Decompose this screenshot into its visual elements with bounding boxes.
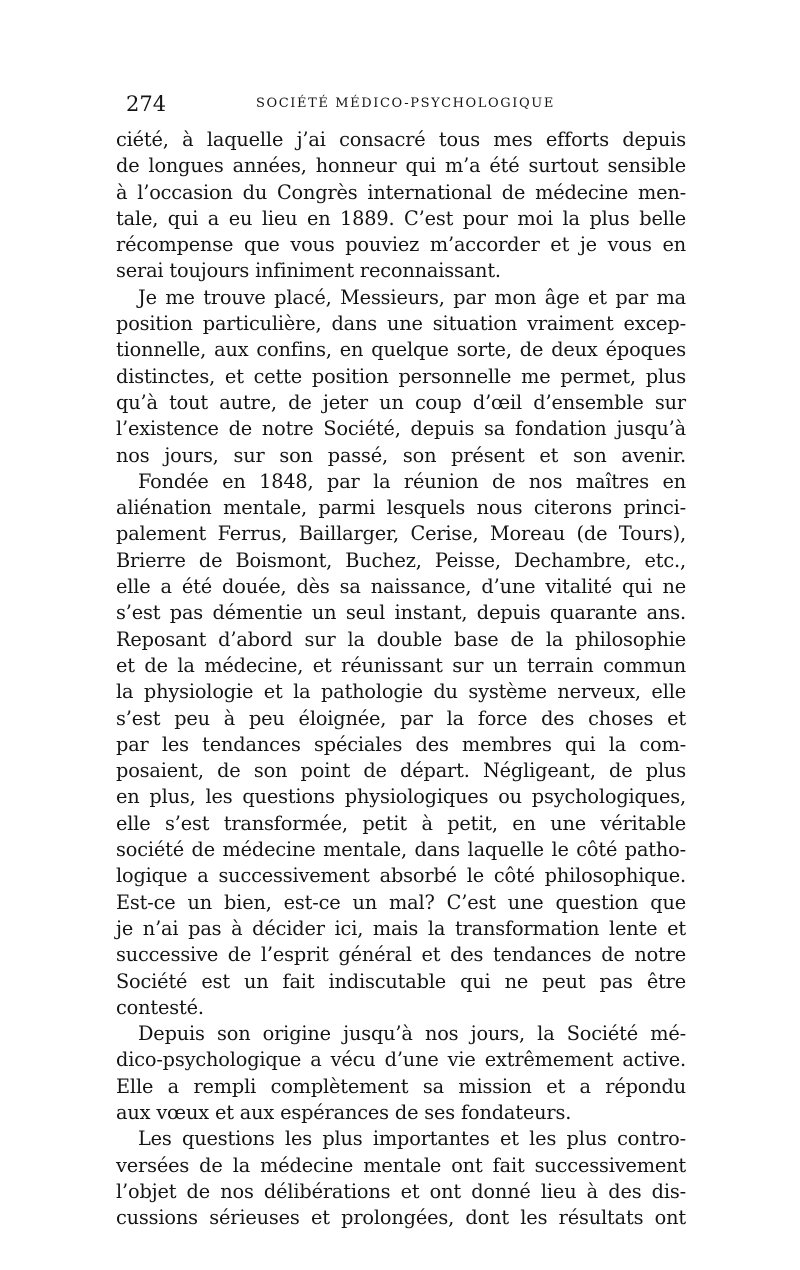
text-line: par les tendances spéciales des membres qui la com- — [116, 732, 686, 756]
text-line: société de médecine mentale, dans laquelle le côté patho- — [116, 838, 686, 862]
body-text — [116, 127, 686, 1231]
text-line: la physiologie et la pathologie du système nerveux, elle — [116, 680, 686, 704]
text-line: tionnelle, aux confins, en quelque sorte, de deux époques — [116, 338, 686, 362]
text-line: s’est pas démentie un seul instant, depuis quarante ans. — [116, 601, 686, 625]
text-line: posaient, de son point de départ. Négligeant, de plus — [116, 759, 686, 783]
text-line: nos jours, sur son passé, son présent et son avenir. — [116, 443, 686, 467]
text-line: s’est peu à peu éloignée, par la force des choses et — [116, 706, 686, 730]
text-line: qu’à tout autre, de jeter un coup d’œil d’ensemble sur — [116, 390, 686, 414]
text-line: à l’occasion du Congrès international de médecine men- — [116, 180, 686, 204]
paragraph-start-line: Fondée en 1848, par la réunion de nos maîtres en — [138, 469, 686, 493]
text-line: et de la médecine, et réunissant sur un terrain commun — [116, 653, 686, 677]
paragraph-start-line: Depuis son origine jusqu’à nos jours, la Société mé- — [138, 1022, 686, 1046]
page-number: 274 — [126, 92, 167, 116]
text-line: je n’ai pas à décider ici, mais la transformation lente et — [116, 916, 686, 940]
text-line: en plus, les questions physiologiques ou psychologiques, — [116, 785, 686, 809]
text-line: contesté. — [116, 995, 204, 1019]
text-line: palement Ferrus, Baillarger, Cerise, Moreau (de Tours), — [116, 522, 686, 546]
text-line: position particulière, dans une situation vraiment excep- — [116, 312, 686, 336]
running-head: SOCIÉTÉ MÉDICO-PSYCHOLOGIQUE — [256, 96, 555, 111]
text-line: versées de la médecine mentale ont fait successivement — [116, 1153, 686, 1177]
text-line: Elle a rempli complètement sa mission et a répondu — [116, 1074, 686, 1098]
text-line: tale, qui a eu lieu en 1889. C’est pour moi la plus belle — [116, 206, 686, 230]
text-line: cussions sérieuses et prolongées, dont les résultats ont — [116, 1206, 686, 1230]
paragraph-start-line: Je me trouve placé, Messieurs, par mon âge et par ma — [138, 285, 686, 309]
text-line: distinctes, et cette position personnelle me permet, plus — [116, 364, 686, 388]
text-line: serai toujours infiniment reconnaissant. — [116, 259, 501, 283]
text-line: Brierre de Boismont, Buchez, Peisse, Dechambre, etc., — [116, 548, 686, 572]
text-line: aux vœux et aux espérances de ses fondateurs. — [116, 1100, 572, 1124]
text-line: successive de l’esprit général et des tendances de notre — [116, 943, 686, 967]
page-header — [126, 90, 674, 118]
text-line: l’existence de notre Société, depuis sa fondation jusqu’à — [116, 417, 686, 441]
text-line: Société est un fait indiscutable qui ne peut pas être — [116, 969, 686, 993]
text-line: elle a été douée, dès sa naissance, d’une vitalité qui ne — [116, 575, 686, 599]
text-line: l’objet de nos délibérations et ont donné lieu à des dis- — [116, 1179, 686, 1203]
text-line: récompense que vous pouviez m’accorder et je vous en — [116, 233, 686, 257]
paragraph-start-line: Les questions les plus importantes et les plus contro- — [138, 1127, 686, 1151]
text-line: Est-ce un bien, est-ce un mal? C’est une question que — [116, 890, 686, 914]
text-line: elle s’est transformée, petit à petit, en une véritable — [116, 811, 686, 835]
text-line: logique a successivement absorbé le côté philosophique. — [116, 864, 686, 888]
text-line: de longues années, honneur qui m’a été surtout sensible — [116, 154, 686, 178]
text-line: ciété, à laquelle j’ai consacré tous mes efforts depuis — [116, 128, 686, 151]
text-line: aliénation mentale, parmi lesquels nous citerons princi- — [116, 496, 686, 520]
text-line: Reposant d’abord sur la double base de la philosophie — [116, 627, 686, 651]
text-line: dico-psychologique a vécu d’une vie extrêmement active. — [116, 1048, 686, 1072]
